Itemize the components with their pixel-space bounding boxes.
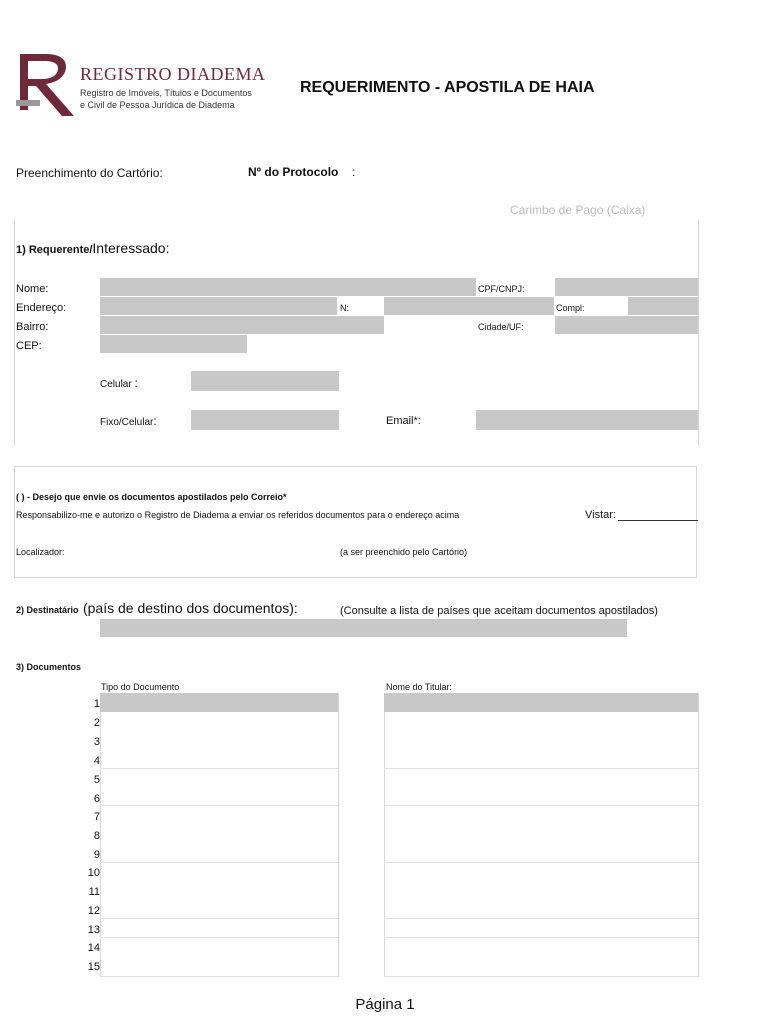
fixo-colon: : — [153, 414, 157, 428]
office-fill-label: Preenchimento do Cartório: — [16, 166, 163, 180]
mail-option[interactable]: ( ) - Desejo que envie os documentos apostilados pelo Correio* — [16, 492, 287, 502]
page-title: REQUERIMENTO - APOSTILA DE HAIA — [300, 79, 595, 96]
payment-stamp-placeholder: Carimbo de Pago (Caixa) — [510, 203, 646, 217]
section-2-note: (Consulte a lista de países que aceitam documentos apostilados) — [340, 605, 658, 617]
fixo-input[interactable] — [191, 410, 339, 430]
email-input[interactable] — [476, 410, 698, 430]
celular-input[interactable] — [191, 371, 339, 391]
row-number: 9 — [93, 849, 100, 861]
vistar-label: Vistar: — [585, 509, 616, 521]
org-subtitle-1: Registro de Imóveis, Títulos e Documentos — [80, 88, 252, 98]
logo-mark — [14, 50, 76, 120]
office-note: (a ser preenchido pelo Cartório) — [340, 547, 468, 557]
localizador-label: Localizador: — [16, 547, 65, 557]
cpf-label: CPF/CNPJ: — [478, 284, 525, 294]
row-number: 3 — [93, 736, 100, 748]
row-number: 15 — [87, 961, 100, 973]
email-label: Email*: — [386, 415, 421, 427]
section-1-number: 1) Requerente/ — [16, 244, 93, 256]
cpf-input[interactable] — [555, 278, 698, 296]
col-nome-titular: Nome do Titular: — [386, 682, 453, 692]
org-subtitle-2: e Civil de Pessoa Jurídica de Diadema — [80, 100, 235, 110]
section-1-heading — [16, 240, 169, 258]
col-tipo-documento: Tipo do Documento — [101, 682, 180, 692]
endereco-label: Endereço: — [16, 302, 67, 314]
cep-label: CEP: — [16, 340, 42, 352]
fixo-label-text: Fixo/Celular — [100, 417, 154, 428]
numero-label: N: — [340, 303, 349, 313]
row-number: 12 — [87, 905, 100, 917]
section-2-heading — [16, 600, 298, 618]
fixo-label — [100, 414, 157, 428]
section-3-heading: 3) Documentos — [16, 662, 82, 672]
protocol-label: Nº do Protocolo — [248, 165, 339, 179]
mail-box — [14, 466, 697, 578]
compl-input[interactable] — [628, 297, 698, 315]
vistar-signature-line[interactable] — [618, 520, 698, 521]
celular-colon: : — [134, 376, 138, 390]
row-number: 1 — [93, 698, 100, 710]
cidade-label: Cidade/UF: — [478, 322, 524, 332]
row-number: 4 — [93, 755, 100, 767]
logo — [14, 50, 76, 120]
bairro-input[interactable] — [100, 316, 384, 334]
row-number: 11 — [88, 886, 100, 898]
row-number: 8 — [93, 830, 100, 842]
org-name: REGISTRO DIADEMA — [80, 64, 266, 84]
nome-input[interactable] — [100, 278, 476, 296]
compl-label: Compl: — [556, 303, 585, 313]
row-number: 14 — [87, 942, 100, 954]
protocol-colon: : — [352, 165, 356, 179]
row-number: 2 — [93, 717, 100, 729]
celular-label-text: Celular — [100, 379, 132, 390]
section-1-label: Interessado: — [92, 240, 170, 256]
cep-input[interactable] — [100, 335, 247, 353]
row-number: 7 — [93, 811, 100, 823]
section-2-label: (país de destino dos documentos): — [82, 600, 298, 616]
holder-input-1[interactable] — [384, 693, 698, 712]
numero-input[interactable] — [384, 297, 554, 315]
bairro-label: Bairro: — [16, 321, 49, 333]
cidade-input[interactable] — [555, 316, 698, 334]
row-number: 6 — [93, 793, 100, 805]
row-number: 13 — [87, 924, 100, 936]
page-number: Página 1 — [355, 996, 415, 1013]
row-number: 10 — [87, 867, 100, 879]
mail-consent: Responsabilizo-me e autorizo o Registro de Diadema a enviar os referidos documentos para o endereço acima — [16, 510, 460, 520]
endereco-input[interactable] — [100, 297, 337, 315]
celular-label — [100, 376, 138, 390]
doc-type-input-1[interactable] — [100, 693, 338, 712]
section-2-number: 2) Destinatário — [16, 605, 79, 615]
row-number: 5 — [93, 774, 100, 786]
destinatario-input[interactable] — [100, 619, 627, 637]
nome-label: Nome: — [16, 283, 49, 295]
